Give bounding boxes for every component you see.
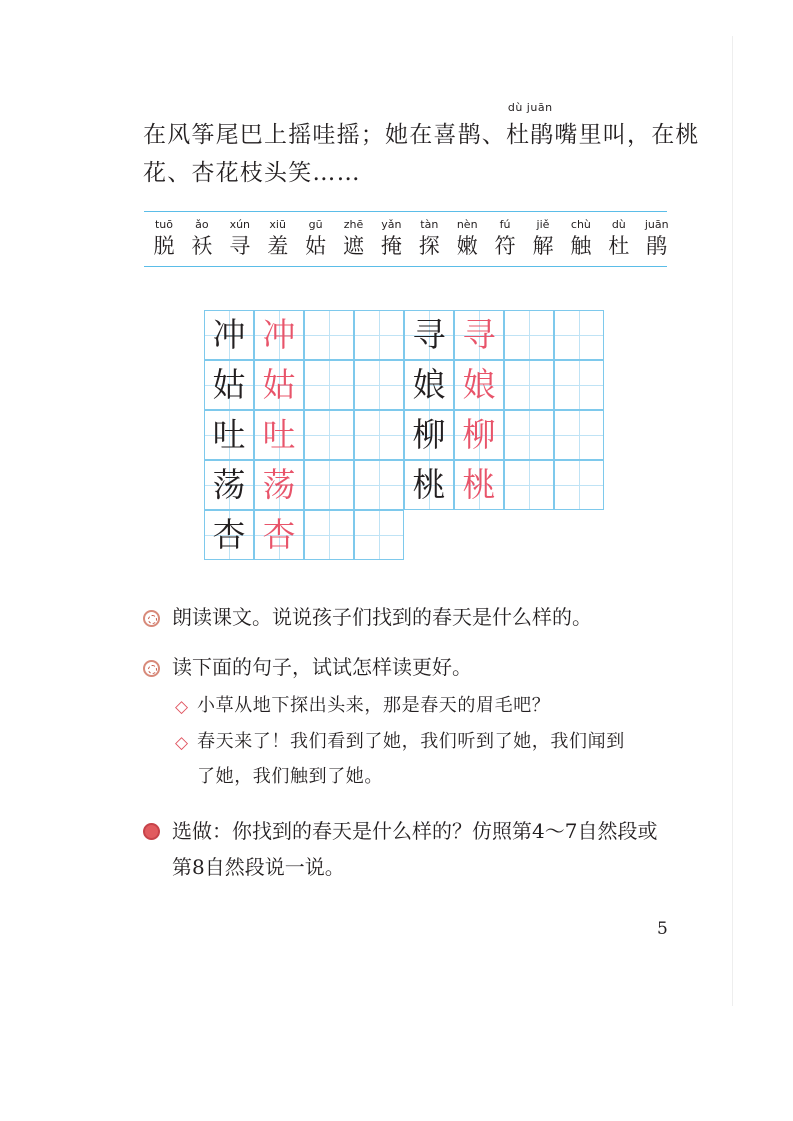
vocab-hanzi: 姑 xyxy=(305,234,327,258)
grid-cell xyxy=(554,310,604,360)
model-character: 姑 xyxy=(212,365,246,404)
grid-cell xyxy=(504,360,554,410)
vocab-pinyin: juān xyxy=(644,218,669,231)
exercise-2-sentence-1: 小草从地下探出头来，那是春天的眉毛吧？ xyxy=(197,695,551,716)
vocab-item xyxy=(371,217,411,259)
grid-cell xyxy=(354,510,404,560)
vocab-item xyxy=(182,217,222,259)
vocab-pinyin: dù xyxy=(611,218,626,231)
trace-character: 寻 xyxy=(462,315,496,354)
trace-character: 姑 xyxy=(262,365,296,404)
exercise-3-line-1: 选做：你找到的春天是什么样的？仿照第4～7自然段或 xyxy=(172,819,658,843)
model-character: 吐 xyxy=(212,415,246,454)
exercise-1-text: 朗读课文。说说孩子们找到的春天是什么样的。 xyxy=(172,605,592,629)
diamond-bullet-icon: ◇ xyxy=(175,697,189,717)
grid-cell xyxy=(554,360,604,410)
grid-cell xyxy=(554,410,604,460)
vocab-item xyxy=(447,217,487,259)
vocab-item xyxy=(144,217,184,259)
model-character: 娘 xyxy=(412,365,446,404)
exercise-2-sentence-2-line-2: 了她，我们触到了她。 xyxy=(197,766,383,787)
grid-cell xyxy=(304,460,354,510)
grid-cell xyxy=(504,410,554,460)
exercise-2-sentence-2-line-1: 春天来了！我们看到了她，我们听到了她，我们闻到 xyxy=(197,731,625,752)
vocab-pinyin: tuō xyxy=(154,218,173,231)
vocab-hanzi: 袄 xyxy=(191,234,213,258)
ruby-pinyin: dù juān xyxy=(507,101,553,114)
grid-cell xyxy=(554,460,604,510)
passage-line-1: 在风筝尾巴上摇哇摇；她在喜鹊、 dù juān 杜鹃嘴里叫，在桃 xyxy=(143,101,700,148)
model-character: 寻 xyxy=(412,315,446,354)
vocab-item xyxy=(409,217,449,259)
vocab-hanzi: 鹃 xyxy=(646,234,668,258)
trace-character: 桃 xyxy=(462,465,496,504)
vocab-hanzi: 遮 xyxy=(343,234,364,258)
vocab-item xyxy=(599,217,639,259)
vocab-item xyxy=(296,217,336,259)
exercise-2-text: 读下面的句子，试试怎样读更好。 xyxy=(172,655,472,679)
vocab-pinyin: xiū xyxy=(269,218,286,231)
page-edge xyxy=(732,36,733,1006)
diamond-bullet-icon: ◇ xyxy=(175,733,189,753)
vocab-bottom-rule xyxy=(144,266,667,267)
trace-character: 冲 xyxy=(262,315,296,354)
vocab-hanzi: 解 xyxy=(532,234,554,258)
vocab-hanzi: 寻 xyxy=(229,234,251,258)
page-number: 5 xyxy=(657,919,668,939)
vocab-top-rule xyxy=(144,211,667,212)
model-character: 杏 xyxy=(212,515,246,554)
vocab-pinyin: fú xyxy=(499,218,511,231)
vocab-hanzi: 掩 xyxy=(380,234,402,258)
vocab-item xyxy=(485,217,525,259)
ruby-dujuan: dù juān 杜鹃 xyxy=(506,101,555,148)
grid-cell xyxy=(304,360,354,410)
vocab-pinyin: jiě xyxy=(536,218,550,231)
exercise-2-icon xyxy=(143,660,160,677)
vocab-item xyxy=(523,217,563,259)
grid-cell xyxy=(504,460,554,510)
trace-character: 娘 xyxy=(462,365,496,404)
vocab-hanzi: 嫩 xyxy=(456,234,478,258)
vocab-pinyin: yǎn xyxy=(381,218,402,231)
grid-cell xyxy=(304,410,354,460)
grid-cell xyxy=(354,310,404,360)
grid-cell xyxy=(354,460,404,510)
vocab-item xyxy=(258,217,298,259)
exercise-3-line-2: 第8自然段说一说。 xyxy=(172,855,345,879)
vocab-pinyin: gū xyxy=(308,218,323,231)
trace-character: 吐 xyxy=(262,415,296,454)
vocab-pinyin: tàn xyxy=(420,218,439,231)
model-character: 冲 xyxy=(212,315,246,354)
trace-character: 柳 xyxy=(462,415,496,454)
exercise-3-icon xyxy=(143,823,160,840)
vocab-hanzi: 羞 xyxy=(267,234,289,258)
model-character: 桃 xyxy=(412,465,446,504)
vocab-item xyxy=(220,217,260,259)
vocab-item xyxy=(561,217,601,259)
vocab-pinyin: ǎo xyxy=(195,218,209,231)
vocab-pinyin: chù xyxy=(570,218,591,231)
vocab-item xyxy=(334,217,374,259)
vocab-item xyxy=(637,217,677,259)
vocab-hanzi: 符 xyxy=(494,234,516,258)
grid-cell xyxy=(504,310,554,360)
passage-line-2: 花、杏花枝头笑…… xyxy=(143,160,361,186)
vocab-hanzi: 杜 xyxy=(608,234,630,258)
model-character: 柳 xyxy=(412,415,446,454)
trace-character: 荡 xyxy=(262,465,296,504)
trace-character: 杏 xyxy=(262,515,296,554)
model-character: 荡 xyxy=(212,465,246,504)
vocab-pinyin: nèn xyxy=(456,218,478,231)
grid-cell xyxy=(304,310,354,360)
vocab-hanzi: 脱 xyxy=(153,234,175,258)
grid-cell xyxy=(304,510,354,560)
exercise-1-icon xyxy=(143,610,160,627)
vocab-hanzi: 触 xyxy=(570,234,592,258)
grid-cell xyxy=(354,360,404,410)
vocab-pinyin: xún xyxy=(229,218,251,231)
vocab-pinyin: zhē xyxy=(343,218,364,231)
grid-cell xyxy=(354,410,404,460)
vocab-hanzi: 探 xyxy=(418,234,440,258)
